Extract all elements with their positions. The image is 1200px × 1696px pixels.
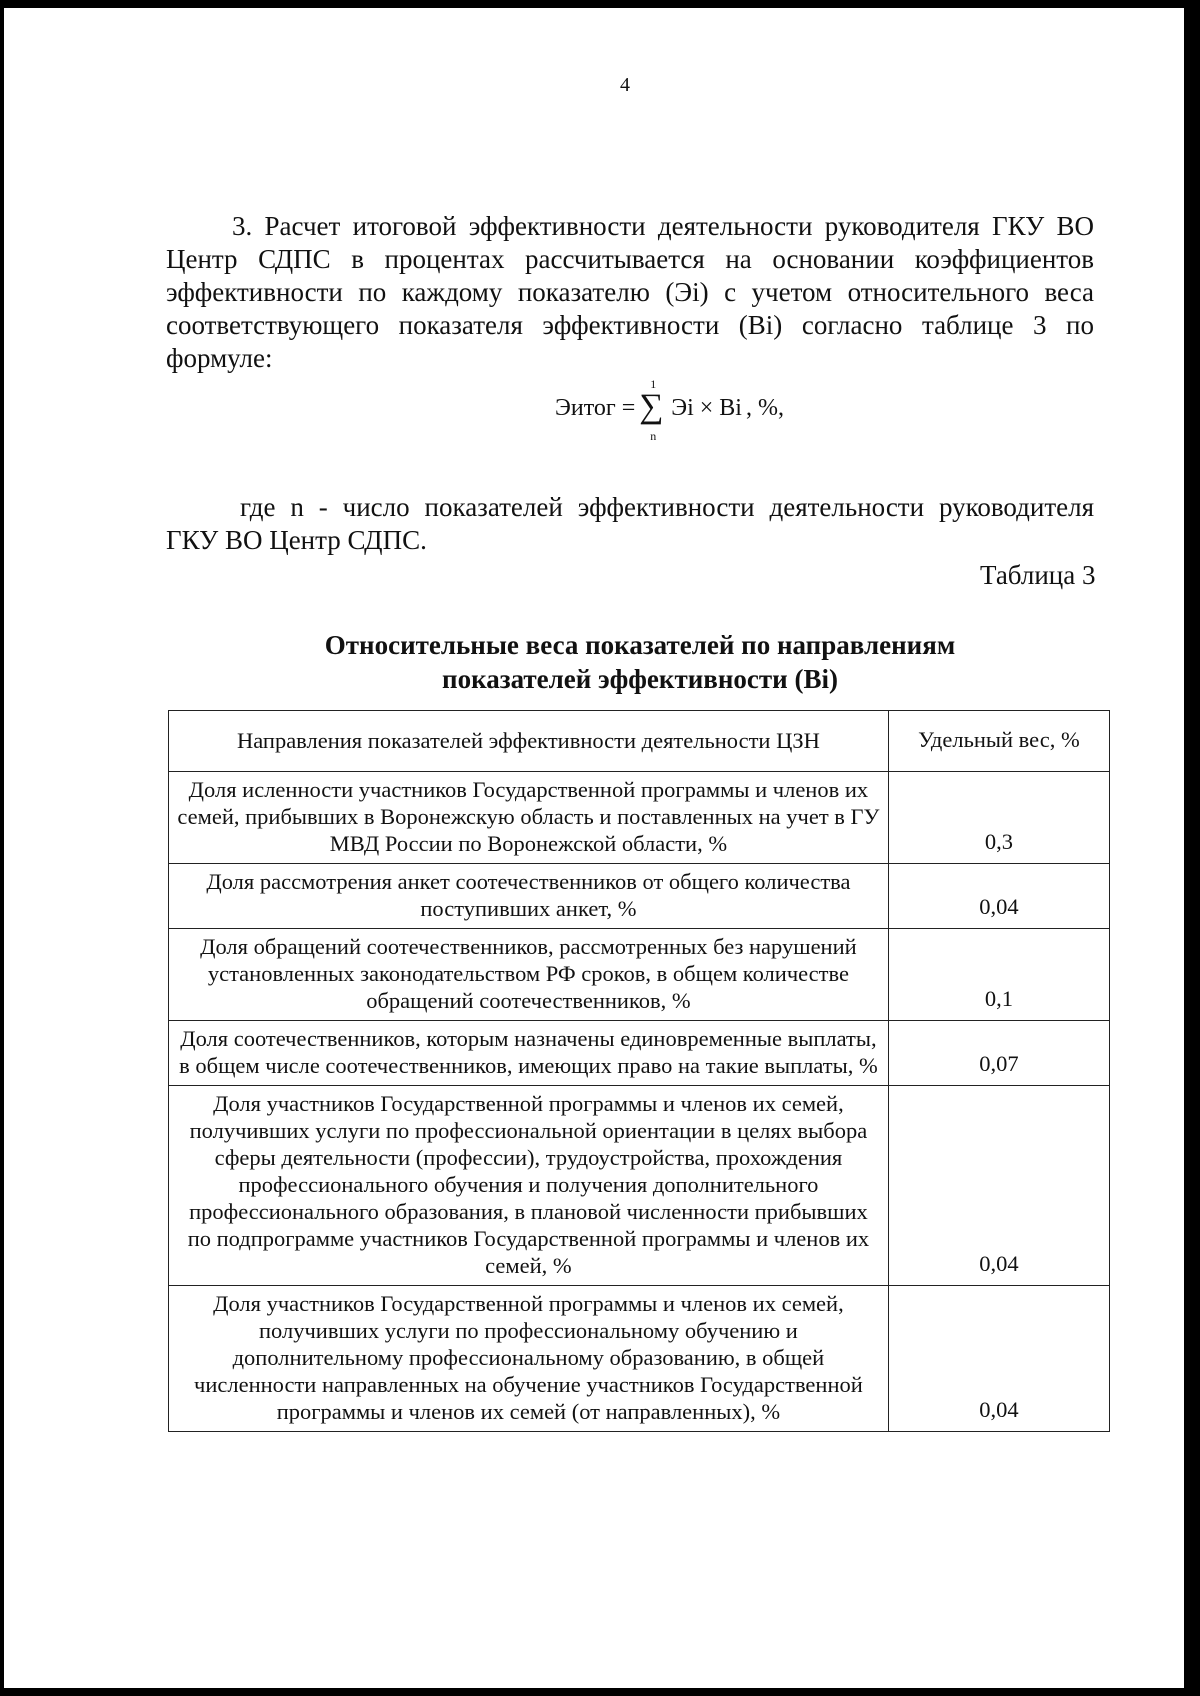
table-row (169, 1021, 1110, 1086)
formula-suffix: , %, (745, 394, 784, 421)
paragraph-calculation: 3. Расчет итоговой эффективности деятельности руководителя ГКУ ВО Центр СДПС в процентах рассчитывается на основании коэффициентов эффективности по каждому показателю (Эi) с учетом относительного веса соответствующего показателя эффективности (Вi) согласно таблице 3 по формуле: (166, 211, 1094, 373)
row-direction: Доля соотечественников, которым назначены единовременные выплаты, в общем числе соотечественников, имеющих право на такие выплаты, % (169, 1021, 889, 1086)
scan-border-top (0, 0, 1200, 8)
scan-border-left (0, 0, 4, 1696)
row-direction: Доля участников Государственной программы и членов их семей, получивших услуги по профессиональной ориентации в целях выбора сферы деятельности (профессии), трудоустройства, прохождения профессионального обучения и получения дополнительного профессионального образования, в плановой численности прибывших по подпрограмме участников Государственной программы и членов их семей, % (169, 1086, 889, 1286)
table-row (169, 864, 1110, 929)
table-title-line-1: Относительные веса показателей по направлениям (324, 630, 956, 660)
row-weight: 0,1 (888, 929, 1109, 1021)
scan-border-right (1184, 0, 1200, 1696)
paragraph-definition: где n - число показателей эффективности деятельности руководителя ГКУ ВО Центр СДПС. (166, 492, 1094, 555)
row-weight: 0,07 (888, 1021, 1109, 1086)
row-direction: Доля рассмотрения анкет соотечественников от общего количества поступивших анкет, % (169, 864, 889, 929)
formula-lhs: Эитог = (555, 394, 636, 421)
row-direction: Доля исленности участников Государственной программы и членов их семей, прибывших в Воронежскую область и поставленных на учет в ГУ МВД России по Воронежской области, % (169, 772, 889, 864)
header-direction: Направления показателей эффективности деятельности ЦЗН (169, 711, 889, 772)
weights-table (168, 710, 1110, 1432)
table-row (169, 1286, 1110, 1432)
table-row (169, 1086, 1110, 1286)
formula-body: Эi × Bi (671, 394, 742, 421)
scan-border-bottom (0, 1688, 1200, 1696)
sum-lower-limit: n (650, 429, 657, 443)
sum-operator (639, 377, 667, 443)
row-direction: Доля обращений соотечественников, рассмотренных без нарушений установленных законодательством РФ сроков, в общем количестве обращений соотечественников, % (169, 929, 889, 1021)
row-weight: 0,04 (888, 864, 1109, 929)
sum-upper-limit: 1 (650, 377, 657, 391)
row-weight: 0,04 (888, 1286, 1109, 1432)
table-row (169, 929, 1110, 1021)
row-direction: Доля участников Государственной программы и членов их семей, получивших услуги по профессиональному обучению и дополнительному профессиональному образованию, в общей численности направленных на обучение участников Государственной программы и членов их семей (от направленных), % (169, 1286, 889, 1432)
formula (555, 377, 784, 443)
table-title-line-2: показателей эффективности (Вi) (442, 664, 838, 694)
table-header-row (169, 711, 1110, 772)
table-title (260, 628, 1020, 696)
sigma-symbol: ∑ (639, 388, 664, 425)
table-row (169, 772, 1110, 864)
page-number: 4 (620, 74, 630, 96)
header-weight: Удельный вес, % (888, 711, 1109, 772)
row-weight: 0,04 (888, 1086, 1109, 1286)
table-caption: Таблица 3 (980, 560, 1096, 590)
row-weight: 0,3 (888, 772, 1109, 864)
